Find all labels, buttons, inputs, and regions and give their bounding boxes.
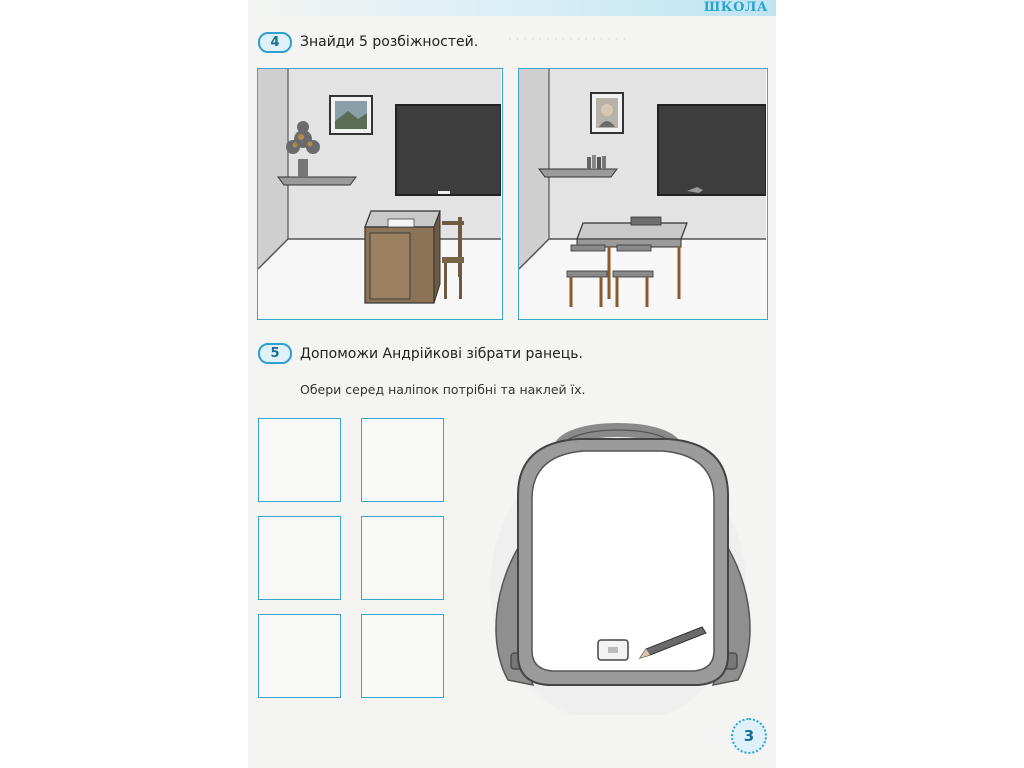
section-title: ШКОЛА xyxy=(703,0,768,15)
show-through-text: · · · · · · · · · · · · · · · · xyxy=(508,32,627,46)
sticker-slot-1[interactable] xyxy=(258,418,341,502)
sticker-slot-2[interactable] xyxy=(361,418,444,502)
picture-left-classroom xyxy=(257,68,503,320)
task-5-text: Допоможи Андрійкові зібрати ранець. xyxy=(300,346,584,362)
sticker-slot-4[interactable] xyxy=(361,516,444,600)
page-number: 3 xyxy=(731,718,767,754)
sticker-slot-3[interactable] xyxy=(258,516,341,600)
task-5-badge: 5 xyxy=(258,343,292,364)
task-5-instruction: Обери серед наліпок потрібні та наклей їх. xyxy=(300,382,586,397)
task-4-badge: 4 xyxy=(258,32,292,53)
sticker-slot-6[interactable] xyxy=(361,614,444,698)
header-band xyxy=(248,0,776,16)
backpack-illustration xyxy=(478,415,768,715)
task-4-text: Знайди 5 розбіжностей. xyxy=(300,34,479,50)
picture-right-classroom xyxy=(518,68,768,320)
workbook-page xyxy=(248,0,776,768)
sticker-slot-5[interactable] xyxy=(258,614,341,698)
